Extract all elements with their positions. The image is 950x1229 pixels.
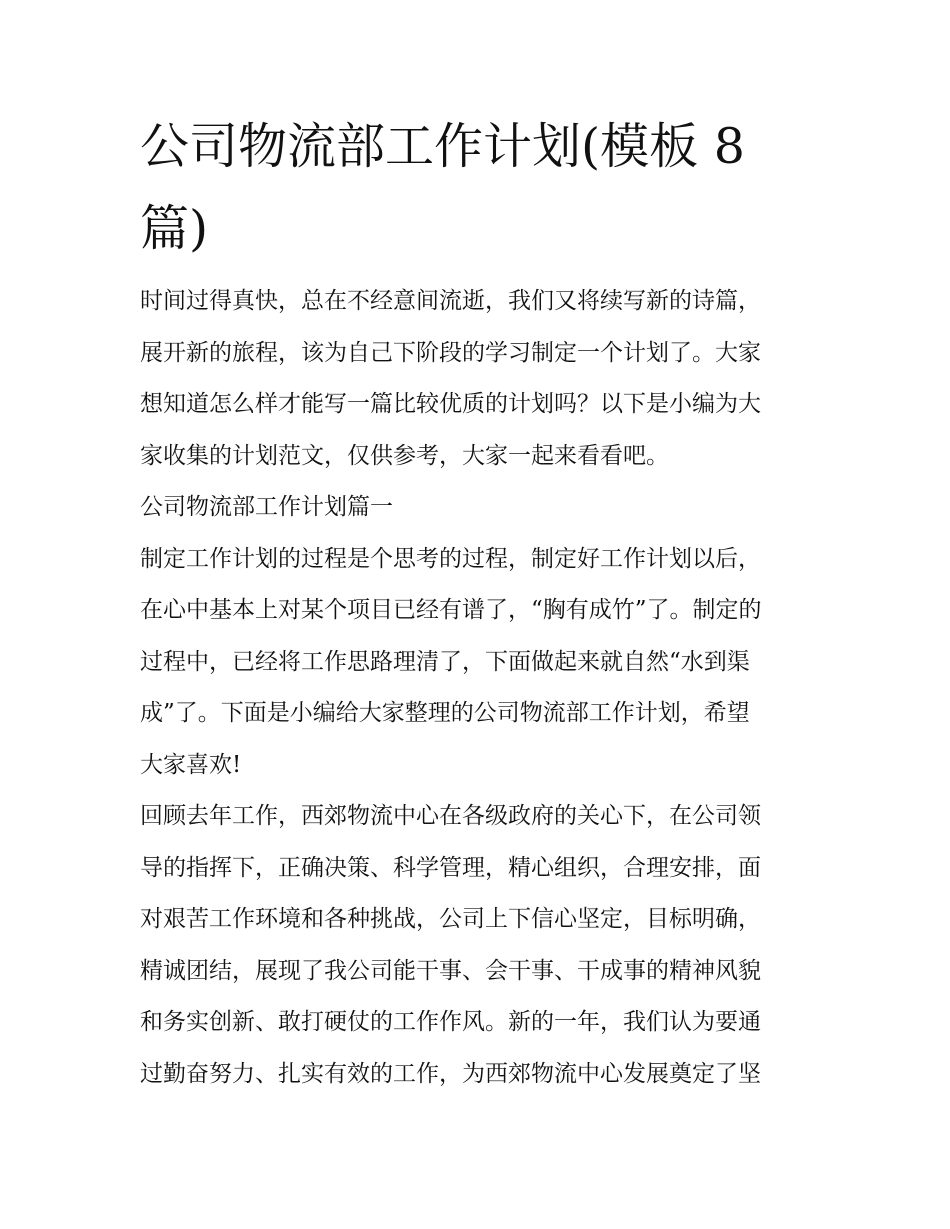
paragraph-line: 成”了。下面是小编给大家整理的公司物流部工作计划，希望 [140, 700, 750, 726]
title-line-2: 篇) [140, 200, 209, 257]
paragraph-line: 回顾去年工作，西郊物流中心在各级政府的关心下，在公司领 [140, 803, 761, 829]
paragraph-line: 过勤奋努力、扎实有效的工作，为西郊物流中心发展奠定了坚 [140, 1060, 761, 1087]
paragraph-line: 和务实创新、敢打硬仗的工作作风。新的一年，我们认为要通 [140, 1009, 761, 1035]
paragraph-line: 展开新的旅程，该为自己下阶段的学习制定一个计划了。大家 [140, 339, 761, 366]
title-line-1: 公司物流部工作计划(模板 8 [140, 118, 745, 175]
paragraph-line: 家收集的计划范文，仅供参考，大家一起来看看吧。 [140, 442, 669, 469]
section-heading: 公司物流部工作计划篇一 [140, 494, 393, 520]
paragraph-line: 时间过得真快，总在不经意间流逝，我们又将续写新的诗篇， [140, 288, 761, 314]
document-body [140, 276, 816, 1100]
document-title [140, 114, 820, 262]
paragraph-line: 制定工作计划的过程是个思考的过程，制定好工作计划以后， [140, 545, 761, 572]
paragraph-line: 过程中，已经将工作思路理清了，下面做起来就自然“水到渠 [140, 648, 750, 675]
paragraph-line: 想知道怎么样才能写一篇比较优质的计划吗？以下是小编为大 [140, 391, 761, 417]
paragraph-line: 大家喜欢! [140, 751, 242, 778]
paragraph-line: 精诚团结，展现了我公司能干事、会干事、干成事的精神风貌 [140, 957, 761, 984]
paragraph-line: 对艰苦工作环境和各种挑战，公司上下信心坚定，目标明确， [140, 906, 761, 932]
paragraph-line: 在心中基本上对某个项目已经有谱了，“胸有成竹”了。制定的 [140, 597, 762, 623]
paragraph-line: 导的指挥下，正确决策、科学管理，精心组织，合理安排，面 [140, 854, 761, 881]
